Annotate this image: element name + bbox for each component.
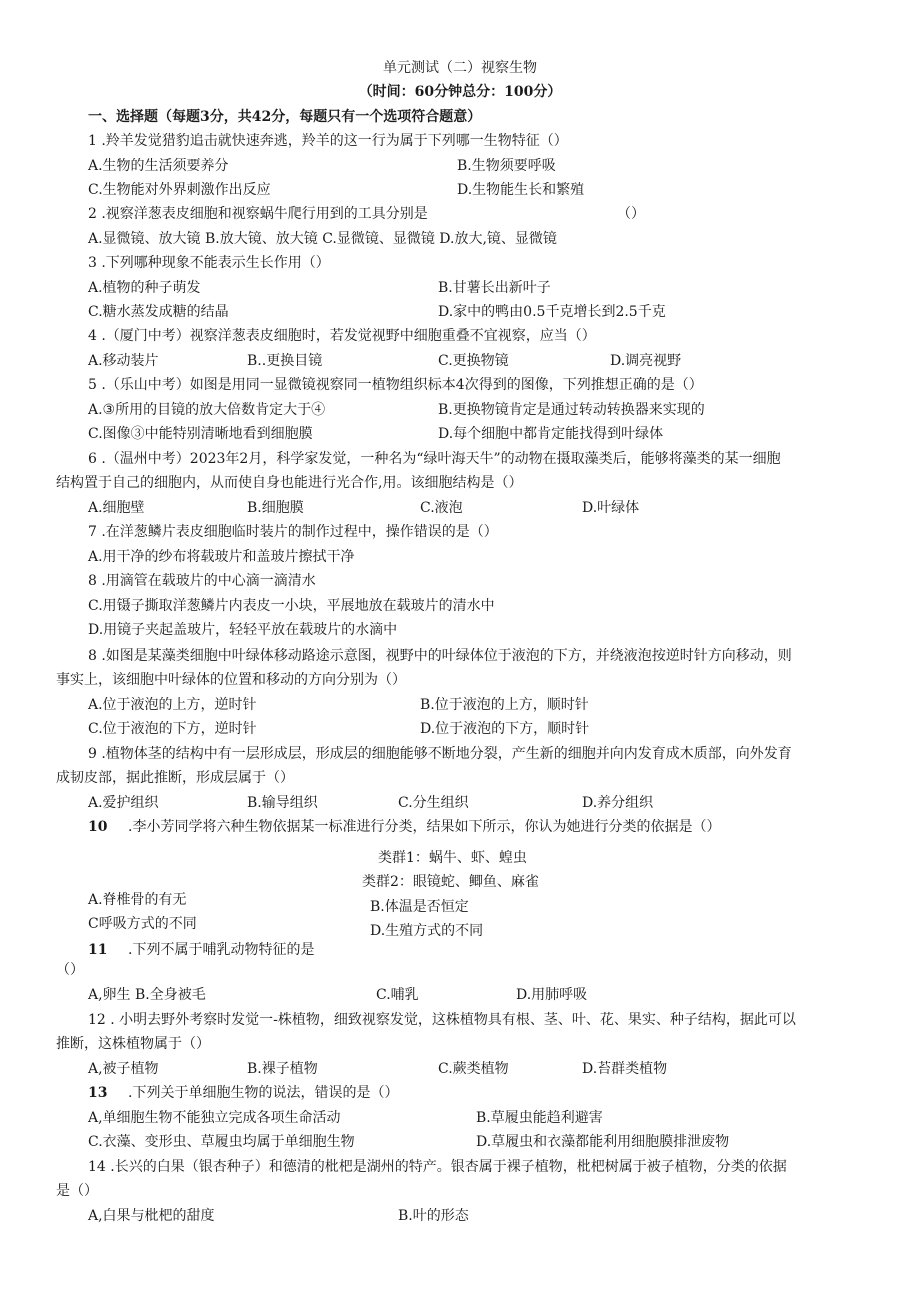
q4-option-a: A.移动装片 bbox=[88, 353, 159, 369]
q3-option-d: D.家中的鸭由0.5千克增长到2.5千克 bbox=[438, 304, 666, 320]
q14-stem-line2: 是（） bbox=[56, 1183, 98, 1199]
page-title: 单元测试（二）视察生物 bbox=[383, 60, 537, 76]
q4-option-c: C.更换物镜 bbox=[438, 353, 509, 369]
q3-stem: 3 .下列哪种现象不能表示生长作用（） bbox=[88, 255, 330, 271]
q10-group-1: 类群1：蜗牛、虾、蝗虫 bbox=[378, 850, 527, 866]
q13-option-b: B.草履虫能趋利避害 bbox=[476, 1110, 603, 1126]
q1-option-c: C.生物能对外界刺激作出反应 bbox=[88, 182, 271, 198]
q8-option-b: B.位于液泡的上方，顺时针 bbox=[420, 697, 589, 713]
q13-option-d: D.草履虫和衣藻都能利用细胞膜排泄废物 bbox=[476, 1134, 730, 1150]
q5-option-d: D.每个细胞中都肯定能找得到叶绿体 bbox=[438, 426, 664, 442]
q9-stem-line1: 9 .植物体茎的结构中有一层形成层，形成层的细胞能够不断地分裂，产生新的细胞并向内发育成木质部，向外发育 bbox=[88, 746, 792, 762]
q4-option-d: D.调亮视野 bbox=[610, 353, 682, 369]
q2-answer-paren: （） bbox=[617, 206, 645, 222]
page-subtitle: （时间：60分钟总分：100分） bbox=[358, 84, 562, 100]
q11-stem: .下列不属于哺乳动物特征的是 bbox=[128, 942, 315, 958]
q6-option-c: C.液泡 bbox=[420, 500, 463, 516]
q10-option-d: D.生殖方式的不同 bbox=[370, 923, 484, 939]
q10-option-a: A.脊椎骨的有无 bbox=[88, 892, 187, 908]
q10-number: 10 bbox=[88, 819, 108, 835]
q11-option-d: D.用肺呼吸 bbox=[516, 987, 588, 1003]
q6-stem-line2: 结构置于自己的细胞内，从而使自身也能进行光合作,用。该细胞结构是（） bbox=[56, 475, 523, 491]
q13-option-a: A,单细胞生物不能独立完成各项生命活动 bbox=[88, 1110, 341, 1126]
q1-option-d: D.生物能生长和繁殖 bbox=[457, 182, 585, 198]
q5-stem: 5 .（乐山中考）如图是用同一显微镜视察同一植物组织标本4次得到的图像，下列推想正确的是（） bbox=[88, 377, 703, 393]
q9-option-a: A.爱护组织 bbox=[88, 795, 159, 811]
q1-option-a: A.生物的生活须要养分 bbox=[88, 158, 229, 174]
q7-stem: 7 .在洋葱鳞片表皮细胞临时装片的制作过程中，操作错误的是（） bbox=[88, 524, 498, 540]
q10-option-c: C呼吸方式的不同 bbox=[88, 916, 197, 932]
q13-number: 13 bbox=[88, 1085, 108, 1101]
q11-option-ab: A,卵生 B.全身被毛 bbox=[88, 987, 206, 1003]
q9-option-c: C.分生组织 bbox=[398, 795, 469, 811]
q13-stem: .下列关于单细胞生物的说法，错误的是（） bbox=[128, 1085, 399, 1101]
q12-option-b: B.裸子植物 bbox=[247, 1061, 318, 1077]
q6-stem-line1: 6 .（温州中考）2023年2月，科学家发觉，一种名为“绿叶海天牛”的动物在摄取藻类后，能够将藻类的某一细胞 bbox=[88, 451, 781, 467]
q12-stem-line2: 推断，这株植物属于（） bbox=[56, 1036, 210, 1052]
q5-option-c: C.图像③中能特别清晰地看到细胞膜 bbox=[88, 426, 313, 442]
q11-number: 11 bbox=[88, 942, 108, 958]
q4-stem: 4 .（厦门中考）视察洋葱表皮细胞时，若发觉视野中细胞重叠不宜视察，应当（） bbox=[88, 328, 596, 344]
q9-option-d: D.养分组织 bbox=[582, 795, 654, 811]
q6-option-b: B.细胞膜 bbox=[247, 500, 304, 516]
q14-stem-line1: 14 .长兴的白果（银杏种子）和德清的枇杷是湖州的特产。银杏属于裸子植物，枇杷树属于被子植物，分类的依据 bbox=[88, 1159, 787, 1175]
q7-option-d: D.用镜子夹起盖玻片，轻轻平放在载玻片的水滴中 bbox=[88, 622, 398, 638]
q2-options: A.显微镜、放大镜 B.放大镜、放大镜 C.显微镜、显微镜 D.放大,镜、显微镜 bbox=[88, 231, 557, 247]
q8-stem-line2: 事实上，该细胞中叶绿体的位置和移动的方向分别为（） bbox=[56, 672, 406, 688]
q14-option-a: A,白果与枇杷的甜度 bbox=[88, 1208, 215, 1224]
q6-option-d: D.叶绿体 bbox=[582, 500, 640, 516]
q2-stem: 2 .视察洋葱表皮细胞和视察蜗牛爬行用到的工具分别是 bbox=[88, 206, 428, 222]
q8-option-d: D.位于液泡的下方，顺时针 bbox=[420, 721, 590, 737]
q10-group-2: 类群2：眼镜蛇、鲫鱼、麻雀 bbox=[362, 874, 539, 890]
q5-option-b: B.更换物镜肯定是通过转动转换器来实现的 bbox=[438, 402, 705, 418]
q11-option-c: C.哺乳 bbox=[376, 987, 419, 1003]
q9-option-b: B.输导组织 bbox=[247, 795, 318, 811]
q7-option-b: 8 .用滴管在载玻片的中心滴一滴清水 bbox=[88, 573, 316, 589]
q14-option-b: B.叶的形态 bbox=[398, 1208, 469, 1224]
q9-stem-line2: 成韧皮部，据此推断，形成层属于（） bbox=[56, 770, 294, 786]
q3-option-c: C.糖水蒸发成糖的结晶 bbox=[88, 304, 229, 320]
q12-stem-line1: 12 . 小明去野外考察时发觉一-株植物，细致视察发觉，这株植物具有根、茎、叶、花、果实、种子结构，据此可以 bbox=[88, 1012, 796, 1028]
q1-option-b: B.生物须要呼吸 bbox=[457, 158, 556, 174]
q8-option-a: A.位于液泡的上方，逆时针 bbox=[88, 697, 257, 713]
q12-option-c: C.蕨类植物 bbox=[438, 1061, 509, 1077]
q12-option-a: A,被子植物 bbox=[88, 1061, 159, 1077]
q7-option-a: A.用干净的纱布将载玻片和盖玻片擦拭干净 bbox=[88, 549, 355, 565]
section-heading: 一、选择题（每题3分，共42分，每题只有一个选项符合题意） bbox=[88, 109, 482, 125]
q7-option-c: C.用镊子撕取洋葱鳞片内表皮一小块，平展地放在载玻片的清水中 bbox=[88, 598, 495, 614]
q10-stem: .李小芳同学将六种生物依据某一标准进行分类，结果如下所示，你认为她进行分类的依据是（） bbox=[128, 819, 721, 835]
q13-option-c: C.衣藻、变形虫、草履虫均属于单细胞生物 bbox=[88, 1134, 355, 1150]
q11-answer-paren: （） bbox=[56, 962, 84, 978]
q8-option-c: C.位于液泡的下方，逆时针 bbox=[88, 721, 257, 737]
q1-stem: 1 .羚羊发觉猎豹追击就快速奔逃，羚羊的这一行为属于下列哪一生物特征（） bbox=[88, 133, 568, 149]
q3-option-a: A.植物的种子萌发 bbox=[88, 280, 201, 296]
q6-option-a: A.细胞壁 bbox=[88, 500, 145, 516]
q5-option-a: A.③所用的目镜的放大倍数肯定大于④ bbox=[88, 402, 326, 418]
q4-option-b: B..更换目镜 bbox=[247, 353, 323, 369]
q8-stem-line1: 8 .如图是某藻类细胞中叶绿体移动路途示意图，视野中的叶绿体位于液泡的下方，并绕液泡按逆时针方向移动，则 bbox=[88, 648, 792, 664]
q12-option-d: D.苔群类植物 bbox=[582, 1061, 668, 1077]
q3-option-b: B.甘薯长出新叶子 bbox=[438, 280, 551, 296]
q10-option-b: B.体温是否恒定 bbox=[370, 899, 469, 915]
